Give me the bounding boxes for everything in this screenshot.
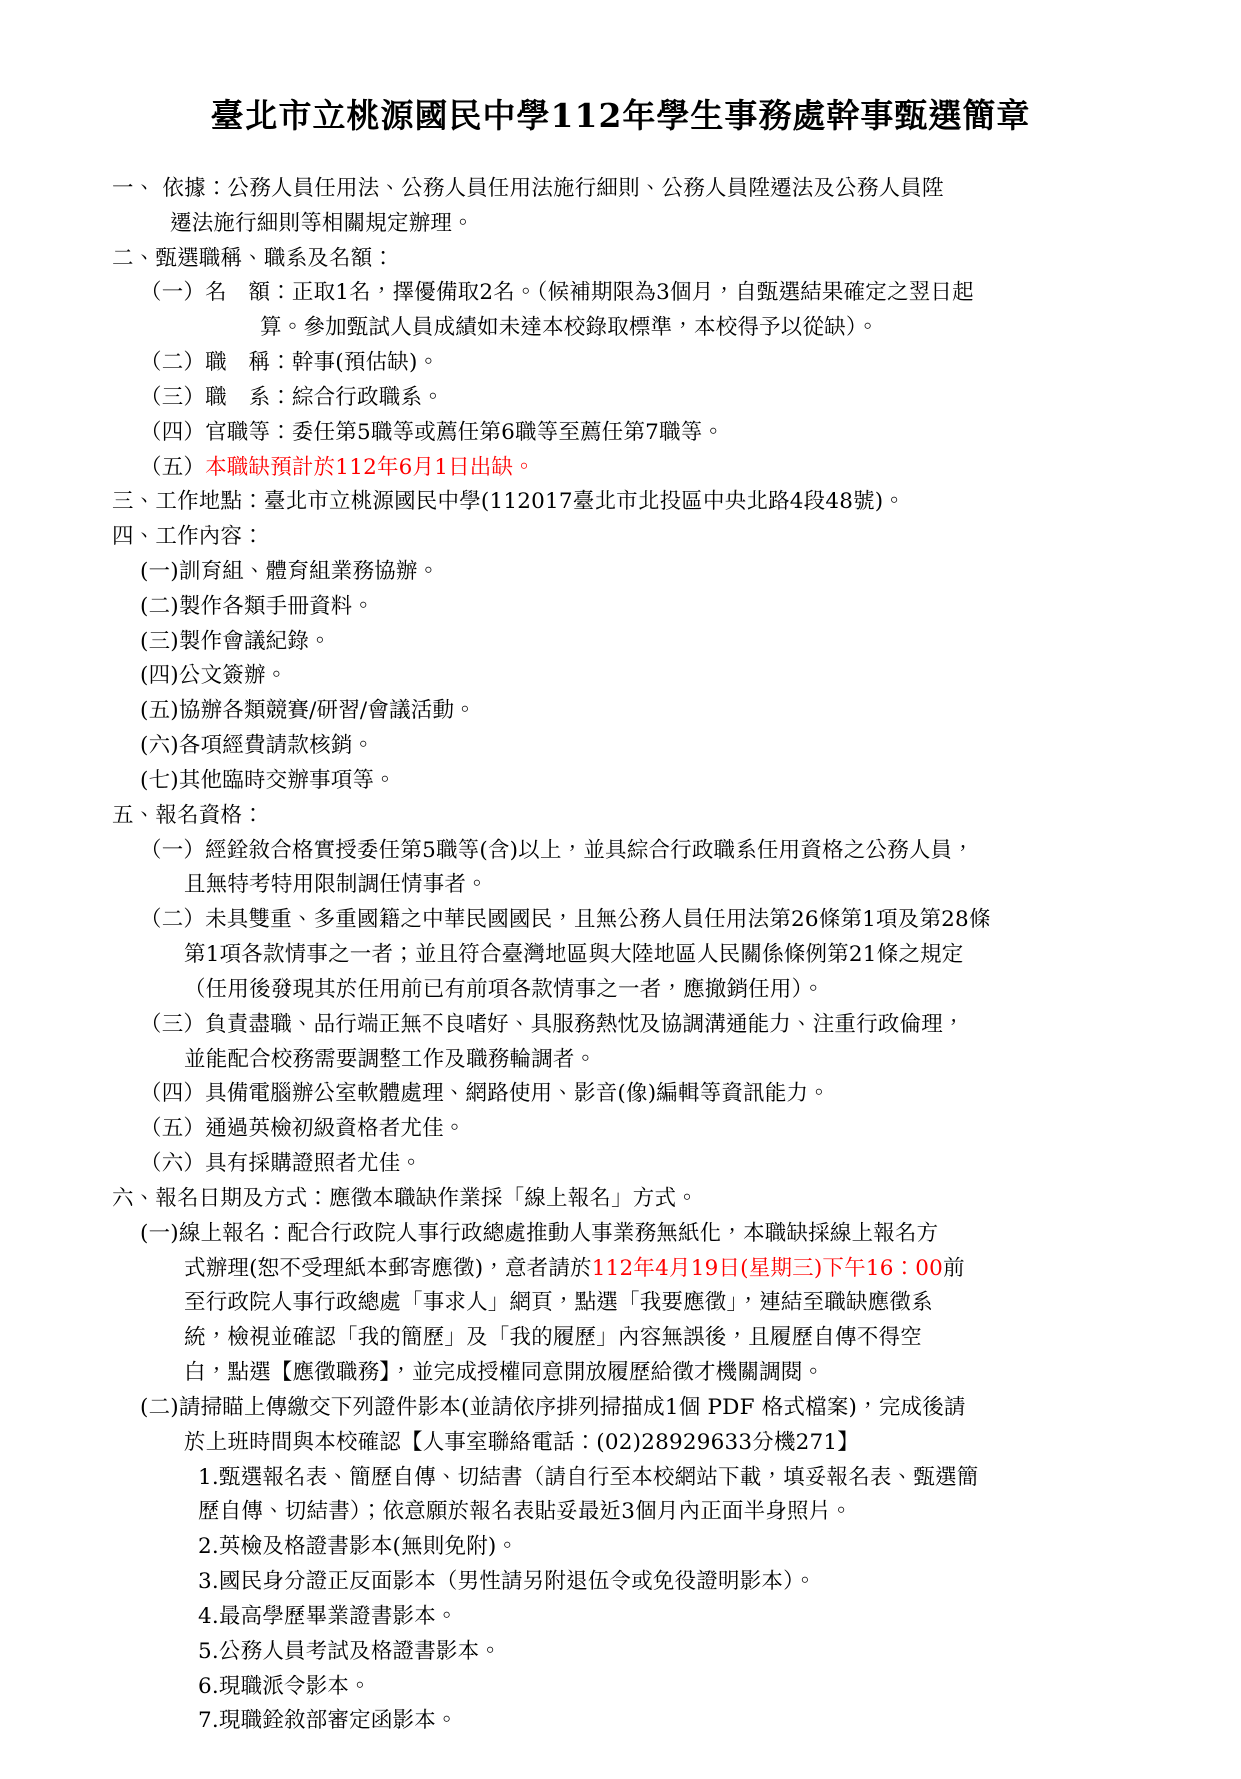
document-section (112, 242, 1129, 486)
text-run: （三）負責盡職、品行端正無不良嗜好、具服務熱忱及協調溝通能力、注重行政倫理， (140, 1011, 965, 1037)
document-line (112, 903, 1129, 938)
text-run: 六、報名日期及方式：應徵本職缺作業採「線上報名」方式。 (112, 1185, 698, 1211)
text-run: 五、報名資格： (112, 802, 264, 828)
document-line (112, 694, 1129, 729)
text-run: （六）具有採購證照者尤佳。 (140, 1151, 423, 1177)
document-line (112, 276, 1129, 311)
text-run: 1.甄選報名表、簡歷自傳、切結書（請自行至本校網站下載，填妥報名表、甄選簡 (198, 1464, 979, 1490)
text-run: 於上班時間與本校確認【人事室聯絡電話：(02)28929633分機271】 (184, 1429, 860, 1455)
text-run: (七)其他臨時交辦事項等。 (140, 767, 396, 793)
document-line (112, 1600, 1129, 1635)
text-run: 一、 依據：公務人員任用法、公務人員任用法施行細則、公務人員陞遷法及公務人員陞 (112, 175, 944, 201)
text-run: 至行政院人事行政總處「事求人」網頁，點選「我要應徵」，連結至職缺應徵系 (184, 1290, 933, 1316)
document-line (112, 1391, 1129, 1426)
document-section (112, 485, 1129, 520)
document-line (112, 659, 1129, 694)
text-run: （任用後發現其於任用前已有前項各款情事之一者，應撤銷任用）。 (184, 976, 825, 1002)
text-run: 歷自傳、切結書）；依意願於報名表貼妥最近3個月內正面半身照片。 (198, 1499, 853, 1525)
document-line (112, 1461, 1129, 1496)
document-line (112, 1565, 1129, 1600)
document-section (112, 1182, 1129, 1739)
document-line (112, 207, 1129, 242)
text-run: (三)製作會議紀錄。 (140, 628, 331, 654)
text-run: (四)公文簽辦。 (140, 663, 288, 689)
document-line (112, 172, 1129, 207)
document-line (112, 520, 1129, 555)
document-line (112, 1426, 1129, 1461)
text-run: （五）通過英檢初級資格者尤佳。 (140, 1116, 466, 1142)
document-line (112, 1670, 1129, 1705)
text-run: 3.國民身分證正反面影本（男性請另附退伍令或免役證明影本）。 (198, 1569, 816, 1595)
document-line (112, 242, 1129, 277)
text-run: 二、甄選職稱、職系及名額： (112, 245, 395, 271)
text-run: （一）經銓敘合格實授委任第5職等(含)以上，並具綜合行政職系任用資格之公務人員， (140, 837, 974, 863)
text-run: 5.公務人員考試及格證書影本。 (198, 1638, 502, 1664)
document-line (112, 1704, 1129, 1739)
document-line (112, 1112, 1129, 1147)
text-run: （一）名 額：正取1名，擇優備取2名。（候補期限為3個月，自甄選結果確定之翌日起 (140, 280, 974, 306)
document-line (112, 451, 1129, 486)
text-run: （三）職 系：綜合行政職系。 (140, 384, 444, 410)
document-line (112, 416, 1129, 451)
document-line (112, 868, 1129, 903)
document-section (112, 172, 1129, 242)
text-run: (一)訓育組、體育組業務協辦。 (140, 559, 440, 584)
text-run: (五)協辦各類競賽/研習/會議活動。 (140, 698, 476, 724)
document-line (112, 973, 1129, 1008)
document-line (112, 1008, 1129, 1043)
document-line (112, 1182, 1129, 1217)
document-line (112, 729, 1129, 764)
text-run: 6.現職派令影本。 (198, 1673, 371, 1699)
text-run: 2.英檢及格證書影本(無則免附)。 (198, 1534, 519, 1560)
document-line (112, 799, 1129, 834)
text-run: 並能配合校務需要調整工作及職務輪調者。 (184, 1046, 597, 1072)
document-line (112, 590, 1129, 625)
text-run: (二)製作各類手冊資料。 (140, 593, 375, 619)
text-run: 7.現職銓敘部審定函影本。 (198, 1708, 458, 1734)
text-run: (一)線上報名：配合行政院人事行政總處推動人事業務無紙化，本職缺採線上報名方 (140, 1220, 939, 1246)
document-line (112, 1077, 1129, 1112)
page-title: 臺北市立桃源國民中學112年學生事務處幹事甄選簡章 (210, 96, 1031, 135)
document-line (112, 1043, 1129, 1078)
highlighted-text: 112年4月19日(星期三)下午16：00 (591, 1255, 944, 1281)
text-run: 四、工作內容： (112, 524, 264, 550)
document-line (112, 1286, 1129, 1321)
document-line (112, 938, 1129, 973)
text-run: 式辦理(恕不受理紙本郵寄應徵)，意者請於 (184, 1255, 592, 1281)
text-run: 且無特考特用限制調任情事者。 (184, 872, 488, 898)
document-line (112, 1635, 1129, 1670)
text-run: （二）未具雙重、多重國籍之中華民國國民，且無公務人員任用法第26條第1項及第28條 (140, 907, 991, 933)
document-line (112, 381, 1129, 416)
document-line (112, 1356, 1129, 1391)
text-run: 白，點選【應徵職務】，並完成授權同意開放履歷給徵才機關調閱。 (184, 1360, 825, 1386)
document-line (112, 1530, 1129, 1565)
document-line (112, 485, 1129, 520)
document-line (112, 346, 1129, 381)
text-run: 4.最高學歷畢業證書影本。 (198, 1603, 458, 1629)
document-line (112, 834, 1129, 869)
text-run: 三、工作地點：臺北市立桃源國民中學(112017臺北市北投區中央北路4段48號)。 (112, 489, 906, 515)
text-run: 遷法施行細則等相關規定辦理。 (170, 210, 474, 236)
document-line (112, 555, 1129, 590)
document-line (112, 1321, 1129, 1356)
text-run: 前 (943, 1255, 965, 1281)
document-line (112, 1495, 1129, 1530)
text-run: 第1項各款情事之一者；並且符合臺灣地區與大陸地區人民關係條例第21條之規定 (184, 942, 964, 968)
text-run: （四）官職等：委任第5職等或薦任第6職等至薦任第7職等。 (140, 419, 725, 445)
text-run: （五） (140, 454, 206, 480)
document-line (112, 764, 1129, 799)
document-line (112, 625, 1129, 660)
text-run: 算。參加甄試人員成績如未達本校錄取標準，本校得予以從缺）。 (260, 315, 879, 341)
text-run: （二）職 稱：幹事(預估缺)。 (140, 350, 440, 376)
text-run: 統，檢視並確認「我的簡歷」及「我的履歷」內容無誤後，且履歷自傳不得空 (184, 1325, 922, 1351)
text-run: (二)請掃瞄上傳繳交下列證件影本(並請依序排列掃描成1個 PDF 格式檔案)，完成後請 (140, 1394, 966, 1420)
document-line (112, 1217, 1129, 1252)
highlighted-text: 本職缺預計於112年6月1日出缺。 (205, 454, 535, 480)
text-run: (六)各項經費請款核銷。 (140, 733, 375, 759)
document-section (112, 520, 1129, 799)
document-body (112, 172, 1129, 1739)
text-run: （四）具備電腦辦公室軟體處理、網路使用、影音(像)編輯等資訊能力。 (140, 1081, 830, 1107)
document-line (112, 1252, 1129, 1287)
document-line (112, 311, 1129, 346)
document-line (112, 1147, 1129, 1182)
document-section (112, 799, 1129, 1182)
